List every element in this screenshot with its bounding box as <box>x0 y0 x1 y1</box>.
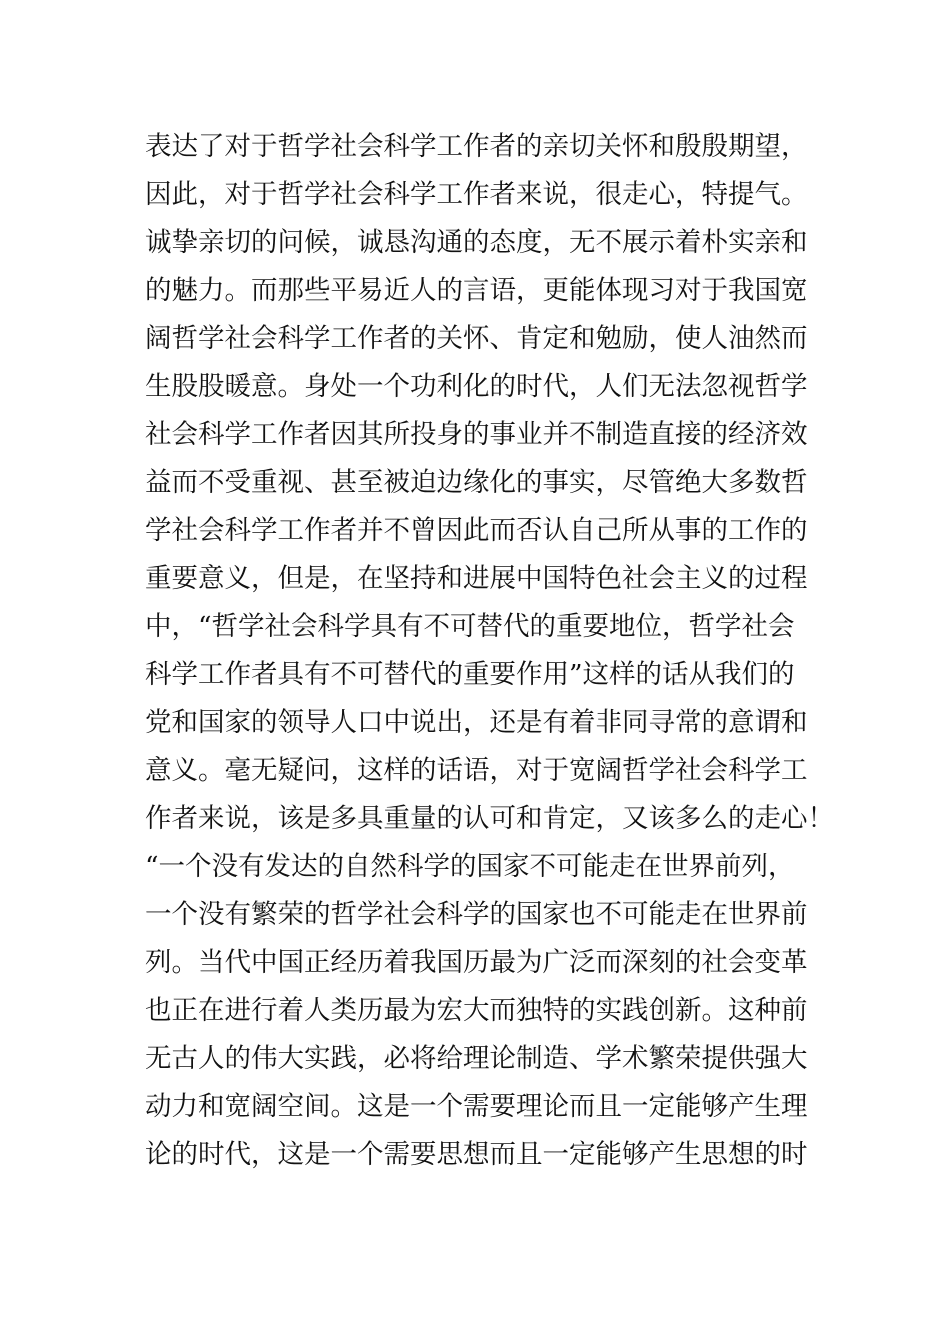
text-line: 也正在进行着人类历最为宏大而独特的实践创新。这种前 <box>145 995 808 1026</box>
text-line: 一个没有繁荣的哲学社会科学的国家也不可能走在世界前 <box>145 899 808 930</box>
text-line: 阔哲学社会科学工作者的关怀、肯定和勉励，使人油然而 <box>145 323 808 354</box>
text-line: 党和国家的领导人口中说出，还是有着非同寻常的意谓和 <box>145 707 808 738</box>
text-line: 社会科学工作者因其所投身的事业并不制造直接的经济效 <box>145 419 808 450</box>
text-line: 无古人的伟大实践，必将给理论制造、学术繁荣提供强大 <box>145 1043 808 1074</box>
text-line: 列。当代中国正经历着我国历最为广泛而深刻的社会变革 <box>145 947 808 978</box>
text-line: “一个没有发达的自然科学的国家不可能走在世界前列， <box>145 851 795 882</box>
text-line: 中，“哲学社会科学具有不可替代的重要地位，哲学社会 <box>145 611 795 642</box>
text-line: 益而不受重视、甚至被迫边缘化的事实，尽管绝大多数哲 <box>145 467 808 498</box>
text-line: 动力和宽阔空间。这是一个需要理论而且一定能够产生理 <box>145 1091 808 1122</box>
text-line: 作者来说，该是多具重量的认可和肯定，又该多么的走心！ <box>145 803 834 834</box>
text-line: 论的时代，这是一个需要思想而且一定能够产生思想的时 <box>145 1139 808 1170</box>
text-line: 生股股暖意。身处一个功利化的时代，人们无法忽视哲学 <box>145 371 808 402</box>
text-line: 诚挚亲切的问候，诚恳沟通的态度，无不展示着朴实亲和 <box>145 227 808 258</box>
text-line: 重要意义，但是，在坚持和进展中国特色社会主义的过程 <box>145 563 808 594</box>
text-line: 的魅力。而那些平易近人的言语，更能体现习对于我国宽 <box>145 275 808 306</box>
body-text <box>145 123 834 1179</box>
text-line: 因此，对于哲学社会科学工作者来说，很走心，特提气。 <box>145 179 808 210</box>
text-line: 意义。毫无疑问，这样的话语，对于宽阔哲学社会科学工 <box>145 755 808 786</box>
text-line: 表达了对于哲学社会科学工作者的亲切关怀和殷殷期望， <box>145 131 808 162</box>
text-line: 学社会科学工作者并不曾因此而否认自己所从事的工作的 <box>145 515 808 546</box>
text-line: 科学工作者具有不可替代的重要作用”这样的话从我们的 <box>145 659 795 690</box>
